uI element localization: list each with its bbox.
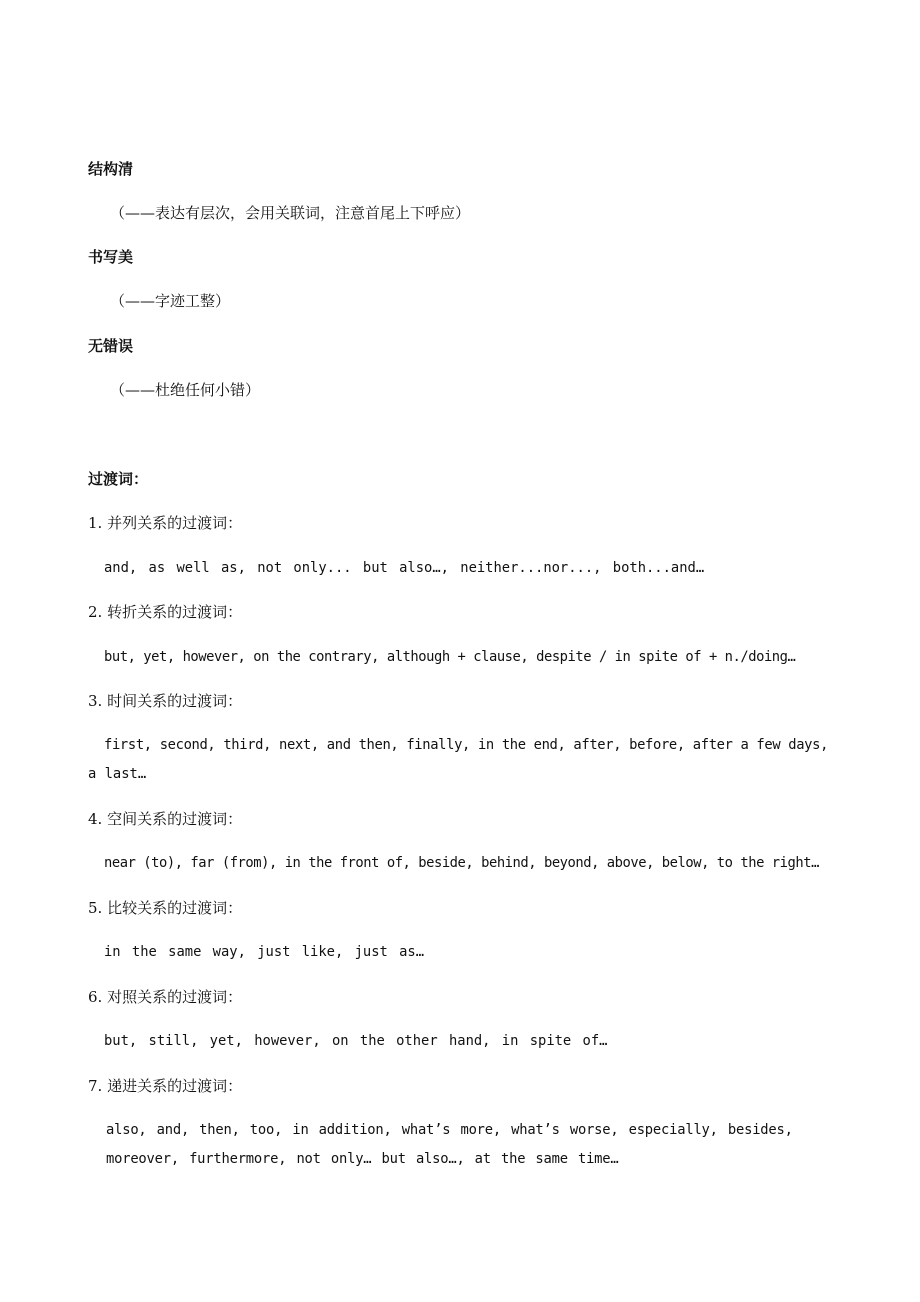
group-title-progression: 7. 递进关系的过渡词： xyxy=(88,1077,243,1095)
group-words-progression-line2: moreover, furthermore, not only… but also…, at the same time… xyxy=(106,1151,619,1167)
criteria-note-structure: （——表达有层次，会用关联词，注意首尾上下呼应） xyxy=(110,204,471,222)
group-words-time-line2: a last… xyxy=(88,766,147,782)
criteria-title-structure: 结构清 xyxy=(88,160,134,178)
group-words-progression-line1: also, and, then, too, in addition, what’s more, what’s worse, especially, besides, xyxy=(106,1122,793,1138)
group-title-comparison: 5. 比较关系的过渡词： xyxy=(88,899,243,917)
group-title-contrast-opposition: 6. 对照关系的过渡词： xyxy=(88,988,243,1006)
group-title-coordinate: 1. 并列关系的过渡词： xyxy=(88,514,243,532)
group-words-coordinate: and, as well as, not only... but also…, neither...nor..., both...and… xyxy=(104,560,705,576)
group-words-time-line1: first, second, third, next, and then, finally, in the end, after, before, after a few days, xyxy=(104,737,829,753)
criteria-note-no-errors: （——杜绝任何小错） xyxy=(110,381,261,399)
group-title-space: 4. 空间关系的过渡词： xyxy=(88,810,243,828)
criteria-title-handwriting: 书写美 xyxy=(88,248,134,266)
group-words-space: near (to), far (from), in the front of, beside, behind, beyond, above, below, to the right… xyxy=(104,855,819,871)
group-words-contrast-opposition: but, still, yet, however, on the other hand, in spite of… xyxy=(104,1033,608,1049)
group-title-time: 3. 时间关系的过渡词： xyxy=(88,692,243,710)
group-words-contrast: but, yet, however, on the contrary, although + clause, despite / in spite of + n./doing… xyxy=(104,649,796,665)
criteria-title-no-errors: 无错误 xyxy=(88,337,134,355)
group-title-contrast: 2. 转折关系的过渡词： xyxy=(88,603,243,621)
group-words-comparison: in the same way, just like, just as… xyxy=(104,944,425,960)
criteria-note-handwriting: （——字迹工整） xyxy=(110,292,231,310)
transitions-heading: 过渡词： xyxy=(88,470,149,488)
